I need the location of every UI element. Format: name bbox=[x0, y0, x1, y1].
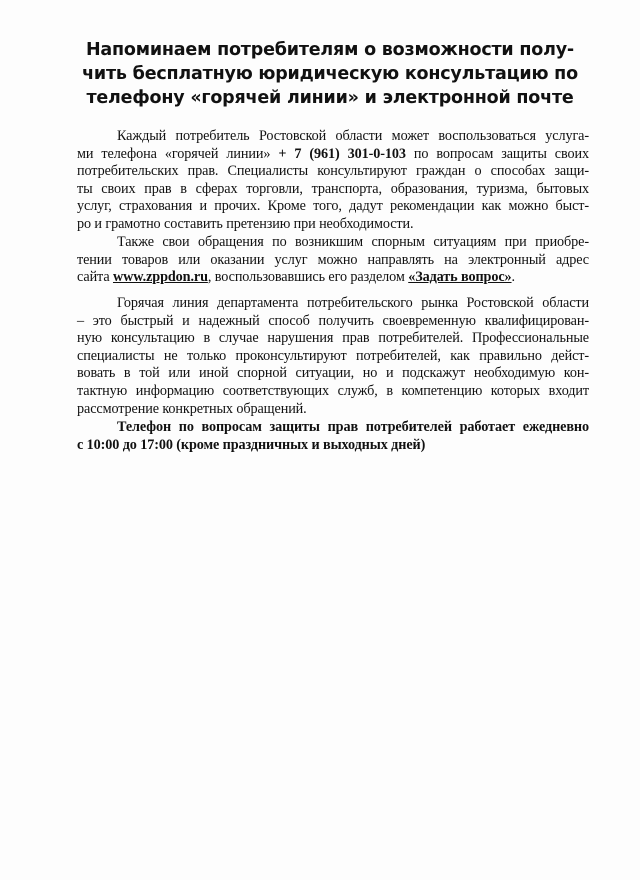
title-line: Напоминаем потребителям о возможности полу- bbox=[85, 40, 574, 60]
text-line: ро и грамотно составить претензию при необходимости. bbox=[77, 215, 414, 232]
text-line: специалисты не только проконсультируют потребителей, как правильно дейст- bbox=[77, 347, 589, 364]
text-line bbox=[77, 146, 589, 164]
text-line: вовать в той или иной спорной ситуации, но и подскажут необходимую кон- bbox=[77, 365, 589, 382]
text-line: услуг, страхования и прочих. Кроме того, дадут рекомендации как можно быст- bbox=[77, 198, 589, 215]
text-fragment: . bbox=[511, 269, 515, 286]
hotline-phone: + 7 (961) 301-0-103 bbox=[278, 145, 406, 162]
text-line bbox=[77, 269, 589, 287]
text-line: – это быстрый и надежный способ получить своевременную квалифицирован- bbox=[77, 312, 589, 329]
text-line: ты своих прав в сферах торговли, транспорта, образования, туризма, бытовых bbox=[77, 180, 589, 197]
website-link[interactable]: www.zppdon.ru bbox=[112, 269, 208, 286]
text-line: рассмотрение конкретных обращений. bbox=[77, 400, 307, 417]
text-fragment: по вопросам защиты своих bbox=[405, 145, 589, 162]
text-line: Каждый потребитель Ростовской области может воспользоваться услуга- bbox=[117, 128, 589, 144]
paragraph-hotline-benefits bbox=[77, 295, 589, 418]
paragraph-working-hours bbox=[77, 419, 589, 454]
text-line: тактную информацию соответствующих служб, в компетенцию которых входит bbox=[77, 382, 589, 399]
text-line: Телефон по вопросам защиты прав потребителей работает ежедневно bbox=[117, 419, 589, 435]
paragraph-email bbox=[77, 234, 589, 287]
text-line: с 10:00 до 17:00 (кроме праздничных и выходных дней) bbox=[77, 436, 426, 453]
paragraph-hotline-intro bbox=[77, 128, 589, 234]
text-line: тении товаров или оказании услуг можно направлять на электронный адрес bbox=[77, 251, 589, 268]
text-fragment: сайта bbox=[77, 269, 113, 286]
text-fragment: , воспользовавшись его разделом bbox=[207, 269, 409, 286]
title-line: телефону «горячей линии» и электронной почте bbox=[86, 88, 574, 108]
ask-question-link[interactable]: «Задать вопрос» bbox=[408, 269, 512, 286]
title-line: чить бесплатную юридическую консультацию по bbox=[82, 64, 578, 84]
page-title bbox=[70, 38, 590, 110]
text-line: Также свои обращения по возникшим спорным ситуациям при приобре- bbox=[117, 234, 589, 250]
text-line: потребительских прав. Специалисты консультируют граждан о способах защи- bbox=[77, 163, 589, 180]
text-line: Горячая линия департамента потребительского рынка Ростовской области bbox=[117, 295, 589, 311]
text-fragment: ми телефона «горячей линии» bbox=[77, 145, 279, 162]
text-line: ную консультацию в случае нарушения прав потребителей. Профессиональные bbox=[77, 330, 589, 347]
